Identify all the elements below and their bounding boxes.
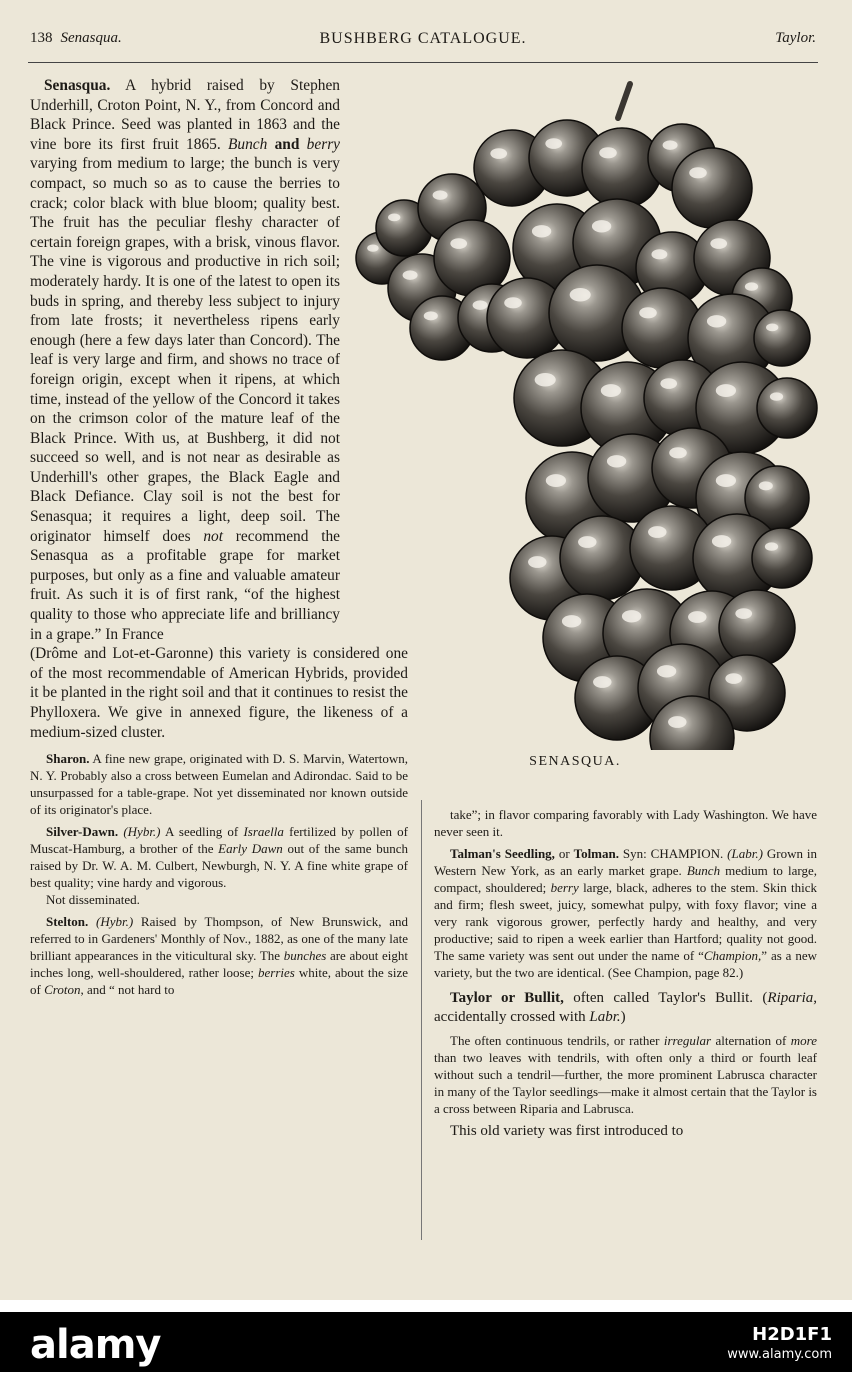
- grape-berry: [754, 310, 810, 366]
- taylor-description: The often continuous tendrils, or rather irregular alternation of more than two leaves with tendrils, with often only a third or fourth leaf without such a tendril—further, the more prominent Labrusca character in many of the Taylor seedlings—make it almost certain that the Taylor is a cross between Riparia and Labrusca.: [434, 1033, 817, 1116]
- berry-highlight: [725, 673, 742, 684]
- berry-highlight: [759, 481, 773, 490]
- berry-highlight: [766, 323, 778, 331]
- berry-highlight: [433, 190, 448, 200]
- berry-highlight: [601, 384, 621, 397]
- berry-highlight: [765, 542, 778, 550]
- grape-berry: [752, 528, 812, 588]
- taylor-introduction: This old variety was first introduced to: [450, 1123, 684, 1139]
- taylor-entry-heading: Taylor or Bullit, often called Taylor's Bullit. (Riparia, accidentally crossed with Labr.): [434, 990, 817, 1025]
- berry-highlight: [592, 220, 611, 232]
- berry-highlight: [424, 311, 438, 320]
- running-header: [30, 30, 816, 52]
- berry-highlight: [622, 610, 641, 622]
- alamy-logo: alamy: [30, 1322, 161, 1368]
- image-id: H2D1F1: [752, 1324, 832, 1345]
- grape-berries: [356, 120, 817, 750]
- berry-highlight: [660, 378, 677, 389]
- left-running-head: Senasqua.: [60, 30, 122, 46]
- berry-highlight: [403, 270, 418, 280]
- grape-berry: [719, 590, 795, 666]
- talman-heading: Talman's Seedling,: [450, 846, 555, 861]
- berry-highlight: [535, 373, 556, 386]
- berry-highlight: [689, 167, 707, 178]
- grape-stem: [618, 84, 630, 118]
- column-divider: [421, 800, 422, 1240]
- berry-highlight: [532, 225, 551, 237]
- stelton-continued: take”; in flavor comparing favorably with Lady Washington. We have never seen it.: [434, 807, 817, 839]
- berry-highlight: [648, 526, 666, 538]
- berry-highlight: [528, 556, 546, 568]
- berry-highlight: [651, 249, 667, 259]
- berry-highlight: [450, 238, 467, 249]
- silver-dawn-entry: Silver-Dawn. (Hybr.) A seedling of Israella fertilized by pollen of Muscat-Hamburg, a brother of the Early Dawn out of the same bunch raised by Dr. W. A. M. Culbert, Newburgh, N. Y. A fine white grape of best quality; vine hardy and vigorous. Not disseminated.: [30, 824, 409, 908]
- berry-highlight: [473, 300, 488, 310]
- berry-highlight: [388, 213, 400, 221]
- berry-highlight: [663, 140, 678, 150]
- berry-highlight: [745, 282, 758, 290]
- berry-highlight: [712, 535, 731, 547]
- right-running-head: Taylor.: [775, 30, 816, 46]
- page-number: 138 Senasqua.: [30, 30, 122, 46]
- berry-highlight: [562, 615, 581, 627]
- berry-highlight: [639, 307, 657, 318]
- grape-cluster-illustration: [342, 78, 820, 750]
- sharon-heading: Sharon.: [46, 751, 90, 767]
- silver-dawn-heading: Silver-Dawn.: [46, 824, 119, 840]
- berry-highlight: [669, 447, 687, 458]
- talman-entry: Talman's Seedling, or Tolman. Syn: CHAMPION. (Labr.) Grown in Western New York, as an early market grape. Bunch medium to large, compact, shouldered; berry large, black, adheres to the stem. Skin thick and firm; flesh sweet, juicy, somewhat pulpy, with foxy flavor; vine a very rank vigorous grower, perfectly hardy and healthy, and very productive; said to ripen a week earlier than Hartford; quality not good. The same variety was sent out under the name of “Champion,” as a new variety, but the two are identical. (See Champion, page 82.): [434, 846, 818, 980]
- berry-highlight: [710, 238, 727, 249]
- berry-highlight: [504, 297, 522, 308]
- berry-highlight: [593, 676, 611, 688]
- left-column: [30, 76, 409, 1003]
- berry-highlight: [716, 384, 736, 397]
- watermark-url: www.alamy.com: [727, 1347, 832, 1362]
- berry-highlight: [688, 611, 706, 623]
- senasqua-entry-continued: (Drôme and Lot-et-Garonne) this variety is considered one of the most recommendable of American Hybrids, provided it be planted in the right soil and that it continues to resist the Phylloxera. We give in annexed figure, the likeness of a medium-sized cluster.: [30, 645, 408, 741]
- illustration-caption: SENASQUA.: [529, 754, 621, 769]
- sharon-entry: Sharon. A fine new grape, originated with D. S. Marvin, Watertown, N. Y. Probably also a cross between Eumelan and Adirondac. Said to be unsurpassed for a table-grape. Not yet disseminated nor known outside of its originator's place.: [30, 751, 408, 818]
- senasqua-heading: Senasqua.: [44, 77, 111, 94]
- berry-highlight: [490, 148, 507, 159]
- page-title: BUSHBERG CATALOGUE.: [319, 30, 527, 47]
- right-column: [434, 806, 817, 1146]
- grape-berry: [672, 148, 752, 228]
- berry-highlight: [599, 147, 617, 158]
- header-rule: [28, 62, 818, 63]
- berry-highlight: [657, 665, 676, 677]
- berry-highlight: [770, 392, 783, 400]
- stelton-heading: Stelton.: [46, 914, 89, 930]
- berry-highlight: [707, 315, 726, 327]
- berry-highlight: [735, 608, 752, 619]
- berry-highlight: [716, 474, 736, 487]
- berry-highlight: [578, 536, 596, 548]
- small-entries: [30, 750, 408, 998]
- watermark-info: [727, 1324, 832, 1362]
- berry-highlight: [367, 244, 378, 251]
- senasqua-entry: Senasqua. A hybrid raised by Stephen Underhill, Croton Point, N. Y., from Concord and Black Prince. Seed was planted in 1863 and the vine bore its first fruit 1865. Bunch and berry varying from medium to large; the bunch is very compact, so much so as to cause the berries to crack; color black with blue bloom; quality best. The fruit has the peculiar fleshy character of certain foreign grapes, with a brisk, vinous flavor. The vine is vigorous and productive in rich soil; moderately hardy. It is one of the latest to open its buds in spring, and thereby less subject to injury from late frosts; it nevertheless ripens early enough (here a few days later than Concord). The leaf is very large and firm, and shows no trace of foreign origin, except when it ripens, at which time, instead of the yellow of the Concord it takes on the crimson color of the mature leaf of the Black Prince. With us, at Bushberg, it did not succeed so well, and is not near as desirable as Underhill's other grapes, the Black Eagle and Black Defiance. Clay soil is not the best for Senasqua; it requires a light, deep soil. The originator himself does not recommend the Senasqua as a profitable grape for market purposes, but only as a fine and valuable amateur fruit. As such it is of first rank, “of the highest quality to those who appreciate life and brilliancy in a grape.” In France: [30, 77, 341, 643]
- grape-berry: [757, 378, 817, 438]
- berry-highlight: [607, 455, 626, 467]
- berry-highlight: [668, 716, 686, 728]
- berry-highlight: [546, 474, 566, 487]
- berry-highlight: [545, 138, 562, 149]
- stelton-entry: Stelton. (Hybr.) Raised by Thompson, of New Brunswick, and referred to in Gardeners' Monthly of Nov., 1882, as one of the many late brilliant appearances in the viticultural sky. The bunches are about eight inches long, well-shouldered, rather loose; berries white, about the size of Croton, and “ not hard to: [30, 914, 409, 998]
- berry-highlight: [570, 288, 591, 301]
